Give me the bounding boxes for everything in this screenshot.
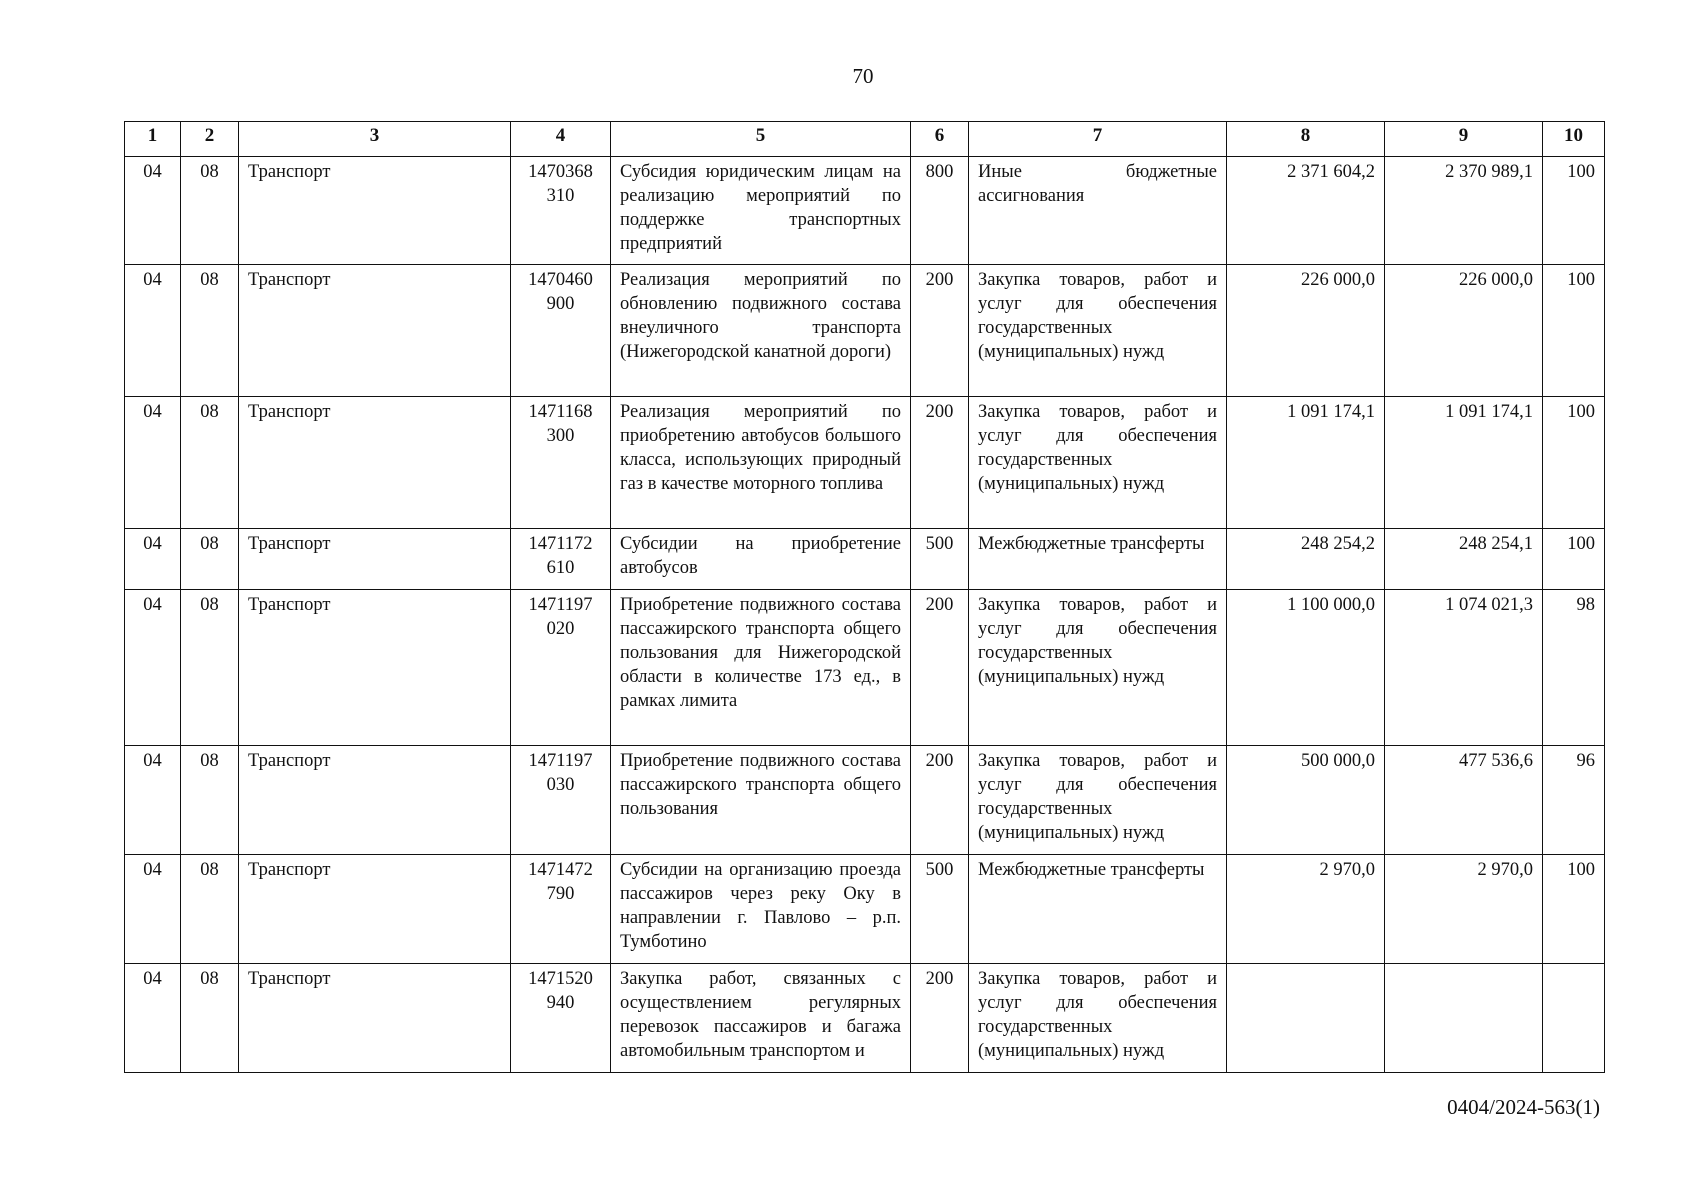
expense-type-code: 200: [911, 964, 969, 1073]
execution-percent: 100: [1543, 397, 1605, 529]
execution-percent: 96: [1543, 746, 1605, 855]
table-row: [125, 529, 1605, 590]
execution-percent: 100: [1543, 855, 1605, 964]
planned-amount: [1227, 964, 1385, 1073]
subsection-code: 08: [181, 157, 239, 265]
execution-percent: 100: [1543, 529, 1605, 590]
section-code: 04: [125, 855, 181, 964]
column-header: 4: [511, 122, 611, 157]
section-code: 04: [125, 157, 181, 265]
executed-amount: 1 091 174,1: [1385, 397, 1543, 529]
column-header: 3: [239, 122, 511, 157]
article-name: Реализация мероприятий по приобретению автобусов большого класса, использующих природный газ в качестве моторного топлива: [611, 397, 911, 529]
code-part: 900: [546, 294, 575, 314]
planned-amount: 2 970,0: [1227, 855, 1385, 964]
target-article-code: [511, 964, 611, 1073]
subsection-code: 08: [181, 397, 239, 529]
code-part: 610: [546, 558, 575, 578]
code-part: 1470368: [528, 162, 593, 182]
code-part: 1471197: [528, 751, 593, 771]
document-number: 0404/2024-563(1): [1447, 1095, 1600, 1119]
column-header: 2: [181, 122, 239, 157]
section-name: Транспорт: [239, 397, 511, 529]
expense-type-code: 500: [911, 855, 969, 964]
article-name: Субсидия юридическим лицам на реализацию мероприятий по поддержке транспортных предприятий: [611, 157, 911, 265]
article-name: Закупка работ, связанных с осуществлением регулярных перевозок пассажиров и багажа автомобильным транспортом и: [611, 964, 911, 1073]
table-row: [125, 746, 1605, 855]
executed-amount: 477 536,6: [1385, 746, 1543, 855]
expense-type-name: Иные бюджетные ассигнования: [969, 157, 1227, 265]
expense-type-code: 200: [911, 746, 969, 855]
expense-type-code: 500: [911, 529, 969, 590]
article-name: Приобретение подвижного состава пассажирского транспорта общего пользования для Нижегородской области в количестве 173 ед., в рамках лимита: [611, 590, 911, 746]
article-name: Приобретение подвижного состава пассажирского транспорта общего пользования: [611, 746, 911, 855]
section-name: Транспорт: [239, 265, 511, 397]
section-name: Транспорт: [239, 529, 511, 590]
table-row: [125, 397, 1605, 529]
code-part: 790: [546, 884, 575, 904]
section-name: Транспорт: [239, 157, 511, 265]
executed-amount: 2 970,0: [1385, 855, 1543, 964]
section-name: Транспорт: [239, 855, 511, 964]
target-article-code: [511, 397, 611, 529]
execution-percent: 100: [1543, 157, 1605, 265]
subsection-code: 08: [181, 746, 239, 855]
expense-type-name: Закупка товаров, работ и услуг для обеспечения государственных (муниципальных) нужд: [969, 265, 1227, 397]
expense-type-code: 200: [911, 265, 969, 397]
subsection-code: 08: [181, 590, 239, 746]
executed-amount: 2 370 989,1: [1385, 157, 1543, 265]
planned-amount: 2 371 604,2: [1227, 157, 1385, 265]
planned-amount: 226 000,0: [1227, 265, 1385, 397]
section-name: Транспорт: [239, 964, 511, 1073]
column-header: 7: [969, 122, 1227, 157]
table-row: [125, 157, 1605, 265]
code-part: 030: [546, 775, 575, 795]
target-article-code: [511, 157, 611, 265]
target-article-code: [511, 529, 611, 590]
code-part: 1471172: [528, 534, 593, 554]
target-article-code: [511, 590, 611, 746]
page-number: 70: [852, 64, 874, 88]
expense-type-code: 200: [911, 397, 969, 529]
executed-amount: [1385, 964, 1543, 1073]
section-code: 04: [125, 529, 181, 590]
section-name: Транспорт: [239, 590, 511, 746]
planned-amount: 500 000,0: [1227, 746, 1385, 855]
code-part: 940: [546, 993, 575, 1013]
section-code: 04: [125, 397, 181, 529]
execution-percent: 100: [1543, 265, 1605, 397]
execution-percent: [1543, 964, 1605, 1073]
expense-type-name: Закупка товаров, работ и услуг для обеспечения государственных (муниципальных) нужд: [969, 964, 1227, 1073]
subsection-code: 08: [181, 855, 239, 964]
table-row: [125, 265, 1605, 397]
section-code: 04: [125, 964, 181, 1073]
section-name: Транспорт: [239, 746, 511, 855]
column-header: 9: [1385, 122, 1543, 157]
table-row: [125, 964, 1605, 1073]
code-part: 1471197: [528, 595, 593, 615]
code-part: 300: [546, 426, 575, 446]
table-row: [125, 855, 1605, 964]
code-part: 1471472: [528, 860, 593, 880]
subsection-code: 08: [181, 265, 239, 397]
article-name: Субсидии на приобретение автобусов: [611, 529, 911, 590]
column-header: 6: [911, 122, 969, 157]
executed-amount: 1 074 021,3: [1385, 590, 1543, 746]
column-header: 8: [1227, 122, 1385, 157]
expense-type-code: 800: [911, 157, 969, 265]
section-code: 04: [125, 590, 181, 746]
code-part: 1471520: [528, 969, 593, 989]
table-row: [125, 590, 1605, 746]
expense-type-name: Закупка товаров, работ и услуг для обеспечения государственных (муниципальных) нужд: [969, 590, 1227, 746]
subsection-code: 08: [181, 529, 239, 590]
executed-amount: 248 254,1: [1385, 529, 1543, 590]
subsection-code: 08: [181, 964, 239, 1073]
target-article-code: [511, 746, 611, 855]
section-code: 04: [125, 265, 181, 397]
planned-amount: 248 254,2: [1227, 529, 1385, 590]
section-code: 04: [125, 746, 181, 855]
expense-type-name: Межбюджетные трансферты: [969, 529, 1227, 590]
target-article-code: [511, 265, 611, 397]
expense-type-name: Закупка товаров, работ и услуг для обеспечения государственных (муниципальных) нужд: [969, 746, 1227, 855]
column-header: 10: [1543, 122, 1605, 157]
table-header-row: [125, 122, 1605, 157]
column-header: 5: [611, 122, 911, 157]
expense-type-name: Закупка товаров, работ и услуг для обеспечения государственных (муниципальных) нужд: [969, 397, 1227, 529]
expense-type-name: Межбюджетные трансферты: [969, 855, 1227, 964]
article-name: Субсидии на организацию проезда пассажиров через реку Оку в направлении г. Павлово – р.п. Тумботино: [611, 855, 911, 964]
planned-amount: 1 100 000,0: [1227, 590, 1385, 746]
article-name: Реализация мероприятий по обновлению подвижного состава внеуличного транспорта (Нижегородской канатной дороги): [611, 265, 911, 397]
code-part: 1471168: [528, 402, 593, 422]
code-part: 310: [546, 186, 575, 206]
target-article-code: [511, 855, 611, 964]
executed-amount: 226 000,0: [1385, 265, 1543, 397]
column-header: 1: [125, 122, 181, 157]
code-part: 1470460: [528, 270, 593, 290]
planned-amount: 1 091 174,1: [1227, 397, 1385, 529]
execution-percent: 98: [1543, 590, 1605, 746]
code-part: 020: [546, 619, 575, 639]
budget-table: [124, 121, 1605, 1073]
expense-type-code: 200: [911, 590, 969, 746]
